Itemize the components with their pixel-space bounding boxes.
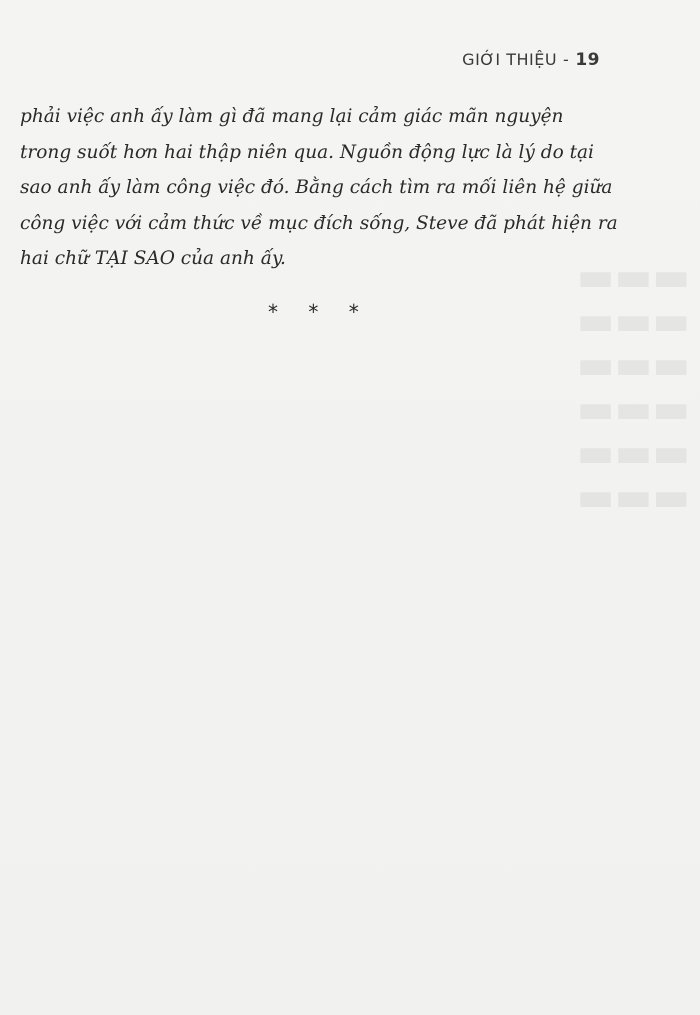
body-line: công việc với cảm thức về mục đích sống, Steve đã phát hiện ra [20,212,618,234]
body-line: hai chữ TẠI SAO của anh ấy. [20,248,286,269]
body-line: phải việc anh ấy làm gì đã mang lại cảm giác mãn nguyện [20,106,564,127]
chapter-title: GIỚI THIỆU [462,50,558,69]
section-break-asterisks: * * * [268,300,371,324]
page-number: 19 [575,50,600,70]
running-head [462,50,600,70]
body-paragraph [20,99,618,277]
reverse-side-show-through: ▬▬▬ ▬▬▬ ▬▬▬ ▬▬▬ ▬▬▬ ▬▬▬ [576,255,690,520]
body-line: sao anh ấy làm công việc đó. Bằng cách tìm ra mối liên hệ giữa [20,177,613,198]
running-head-separator: - [563,50,570,69]
body-line: trong suốt hơn hai thập niên qua. Nguồn động lực là lý do tại [20,141,594,163]
